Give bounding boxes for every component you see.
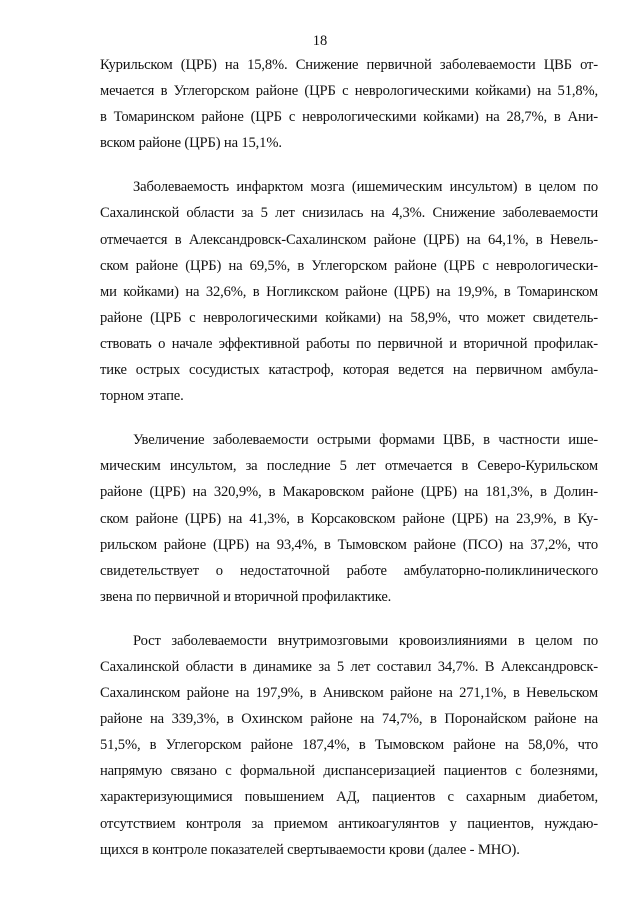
text-line: ском районе (ЦРБ) на 41,3%, в Корсаковском районе (ЦРБ) на 23,9%, в Ку-: [100, 510, 598, 527]
text-line: ствовать о начале эффективной работы по первичной и вторичной профилак-: [100, 335, 598, 352]
text-line: районе (ЦРБ с неврологическими койками) на 58,9%, что может свидетель-: [100, 309, 598, 326]
text-line: Рост заболеваемости внутримозговыми кровоизлияниями в целом по: [133, 632, 598, 649]
paragraph-3: [100, 427, 598, 610]
text-line: напрямую связано с формальной диспансеризацией пациентов с болезнями,: [100, 763, 598, 780]
text-line: звена по первичной и вторичной профилактике.: [100, 588, 392, 605]
text-line: щихся в контроле показателей свертываемости крови (далее - МНО).: [100, 841, 520, 858]
text-line: рильском районе (ЦРБ) на 93,4%, в Тымовском районе (ПСО) на 37,2%, что: [100, 536, 598, 553]
paragraph-1: [100, 52, 598, 156]
text-line: отмечается в Александровск-Сахалинском районе (ЦРБ) на 64,1%, в Невель-: [100, 231, 598, 248]
body-text: [100, 52, 598, 863]
text-line: характеризующимися повышением АД, пациентов с сахарным диабетом,: [100, 789, 598, 806]
text-line: торном этапе.: [100, 388, 184, 405]
text-line: отсутствием контроля за приемом антикоагулянтов у пациентов, нуждаю-: [100, 815, 598, 832]
text-line: вском районе (ЦРБ) на 15,1%.: [100, 135, 282, 152]
paragraph-gap: [100, 156, 598, 174]
paragraph-gap: [100, 610, 598, 628]
text-line: районе (ЦРБ) на 320,9%, в Макаровском районе (ЦРБ) на 181,3%, в Долин-: [100, 484, 598, 501]
text-line: Сахалинском районе на 197,9%, в Анивском районе на 271,1%, в Невельском: [100, 685, 598, 702]
text-line: районе на 339,3%, в Охинском районе на 74,7%, в Поронайском районе на: [100, 711, 598, 728]
text-line: 51,5%, в Углегорском районе 187,4%, в Тымовском районе на 58,0%, что: [100, 737, 598, 754]
text-line: мечается в Углегорском районе (ЦРБ с неврологическими койками) на 51,8%,: [100, 83, 598, 100]
text-line: Увеличение заболеваемости острыми формами ЦВБ, в частности ише-: [133, 432, 598, 449]
paragraph-2: [100, 174, 598, 409]
text-line: Сахалинской области в динамике за 5 лет составил 34,7%. В Александровск-: [100, 658, 598, 675]
text-line: мическим инсультом, за последние 5 лет отмечается в Северо-Курильском: [100, 458, 598, 475]
paragraph-gap: [100, 409, 598, 427]
text-line: Заболеваемость инфарктом мозга (ишемическим инсультом) в целом по: [133, 179, 598, 196]
text-line: в Томаринском районе (ЦРБ с неврологическими койками) на 28,7%, в Ани-: [100, 109, 598, 126]
page-number: 18: [312, 33, 328, 49]
text-line: Сахалинской области за 5 лет снизилась на 4,3%. Снижение заболеваемости: [100, 205, 598, 222]
paragraph-4: [100, 628, 598, 863]
text-line: ском районе (ЦРБ) на 69,5%, в Углегорском районе (ЦРБ с неврологически-: [100, 257, 598, 274]
text-line: ми койками) на 32,6%, в Ногликском районе (ЦРБ) на 19,9%, в Томаринском: [100, 283, 598, 300]
text-line: свидетельствует о недостаточной работе амбулаторно-поликлинического: [100, 562, 598, 579]
text-line: тике острых сосудистых катастроф, которая ведется на первичном амбула-: [100, 362, 598, 379]
text-line: Курильском (ЦРБ) на 15,8%. Снижение первичной заболеваемости ЦВБ от-: [100, 57, 598, 73]
